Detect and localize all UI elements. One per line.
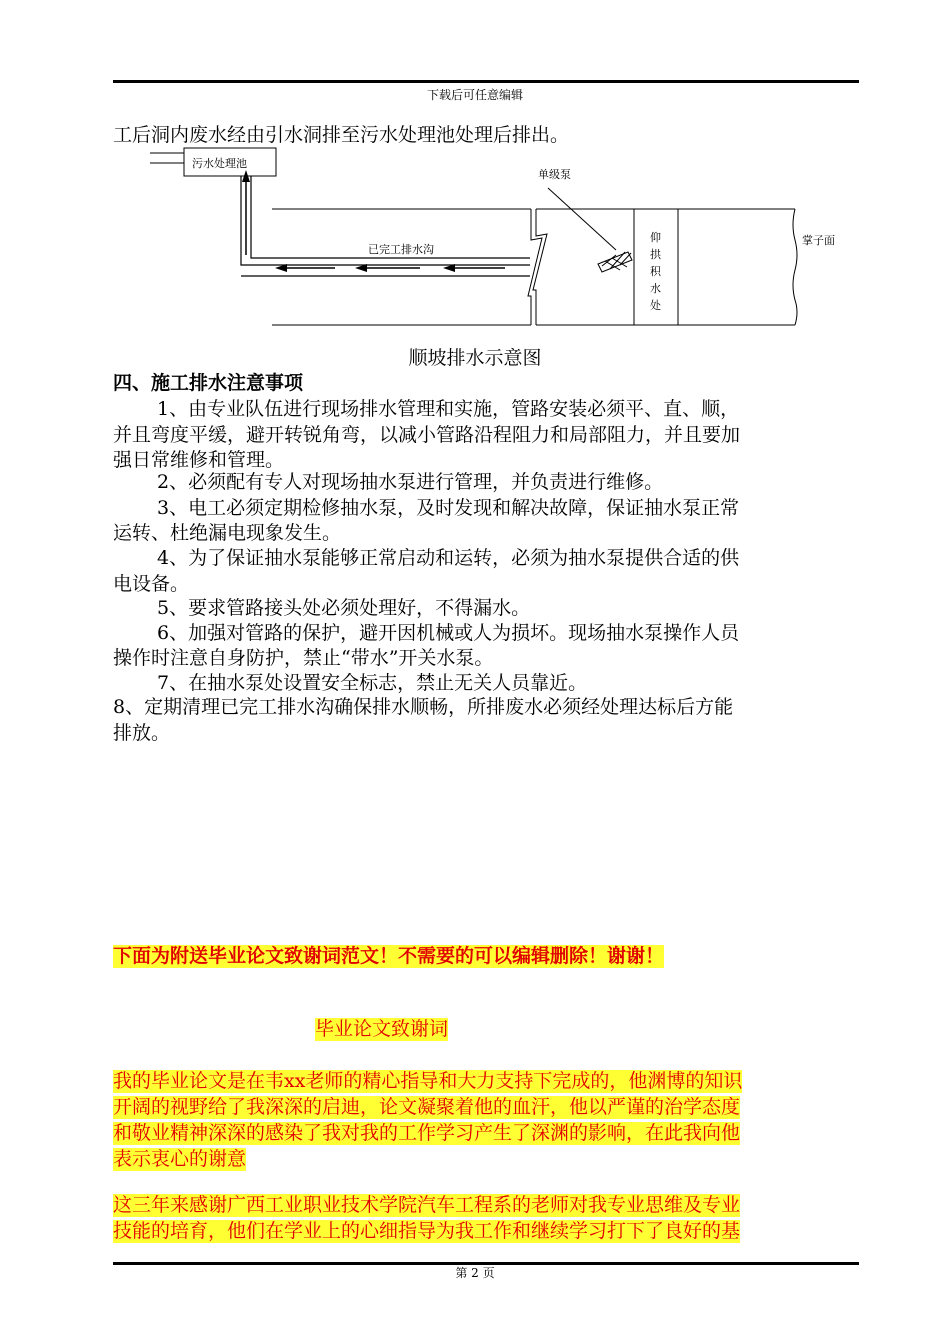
sump-char-5: 处 xyxy=(650,299,661,312)
para1-row xyxy=(113,1120,863,1146)
para2-row xyxy=(113,1192,863,1218)
para2-line: 这三年来感谢广西工业职业技术学院汽车工程系的老师对我专业思维及专业 xyxy=(113,1194,741,1216)
intro-text: 工后洞内废水经由引水洞排至污水处理池处理后排出。 xyxy=(113,124,570,146)
section-line: 6、加强对管路的保护，避开因机械或人为损坏。现场抽水泵操作人员 xyxy=(157,622,740,644)
section-line: 操作时注意自身防护，禁止“带水”开关水泵。 xyxy=(113,647,494,669)
section-line: 4、为了保证抽水泵能够正常启动和运转，必须为抽水泵提供合适的供 xyxy=(157,547,740,569)
section-line: 7、在抽水泵处设置安全标志，禁止无关人员靠近。 xyxy=(157,672,588,694)
pump-label: 单级泵 xyxy=(538,168,571,181)
diagram-caption: 顺坡排水示意图 xyxy=(408,347,542,369)
appendix-notice-row xyxy=(113,943,863,969)
ditch-label: 已完工排水沟 xyxy=(368,243,434,256)
sump-char-1: 仰 xyxy=(650,231,661,244)
tunnel-face-line xyxy=(793,209,797,325)
sump-char-3: 积 xyxy=(650,265,661,278)
header-note: 下载后可任意编辑 xyxy=(426,88,523,102)
section-heading: 四、施工排水注意事项 xyxy=(113,372,304,394)
section-line: 排放。 xyxy=(113,722,171,744)
section-line: 电设备。 xyxy=(113,573,190,595)
section-line: 运转、杜绝漏电现象发生。 xyxy=(113,522,342,544)
section-line: 强日常维修和管理。 xyxy=(113,449,285,471)
para1-line: 和敬业精神深深的感染了我对我的工作学习产生了深渊的影响，在此我向他 xyxy=(113,1122,741,1144)
appendix-title-row xyxy=(315,1016,715,1042)
para1-row xyxy=(113,1094,863,1120)
section-line: 1、由专业队伍进行现场排水管理和实施，管路安装必须平、直、顺， xyxy=(157,398,740,420)
drainage-diagram xyxy=(150,140,850,345)
para1-row xyxy=(113,1068,863,1094)
para1-line: 开阔的视野给了我深深的启迪，论文凝聚着他的血汗，他以严谨的治学态度 xyxy=(113,1096,741,1118)
para1-line: 我的毕业论文是在韦xx老师的精心指导和大力支持下完成的，他渊博的知识 xyxy=(113,1070,743,1092)
para1-row xyxy=(113,1146,863,1172)
sump-char-2: 拱 xyxy=(650,248,661,261)
pump-icon xyxy=(598,252,632,272)
sump-char-4: 水 xyxy=(650,282,661,295)
appendix-notice: 下面为附送毕业论文致谢词范文！不需要的可以编辑删除！谢谢！ xyxy=(113,945,665,967)
para1-line: 表示衷心的谢意 xyxy=(113,1148,247,1170)
para2-row xyxy=(113,1218,863,1244)
section-line: 5、要求管路接头处必须处理好，不得漏水。 xyxy=(157,597,531,619)
sewage-tank-label: 污水处理池 xyxy=(192,157,247,170)
section-line: 3、电工必须定期检修抽水泵，及时发现和解决故障，保证抽水泵正常 xyxy=(157,497,740,519)
section-line: 8、定期清理已完工排水沟确保排水顺畅，所排废水必须经处理达标后方能 xyxy=(113,696,734,718)
section-line: 2、必须配有专人对现场抽水泵进行管理，并负责进行维修。 xyxy=(157,471,664,493)
appendix-title: 毕业论文致谢词 xyxy=(315,1018,449,1040)
header-rule xyxy=(113,80,859,83)
para2-line: 技能的培育，他们在学业上的心细指导为我工作和继续学习打下了良好的基 xyxy=(113,1220,741,1242)
page-number: 第 2 页 xyxy=(455,1266,495,1280)
tunnel-face-label: 掌子面 xyxy=(802,234,835,247)
section-line: 并且弯度平缓，避开转锐角弯，以减小管路沿程阻力和局部阻力，并且要加 xyxy=(113,424,741,446)
